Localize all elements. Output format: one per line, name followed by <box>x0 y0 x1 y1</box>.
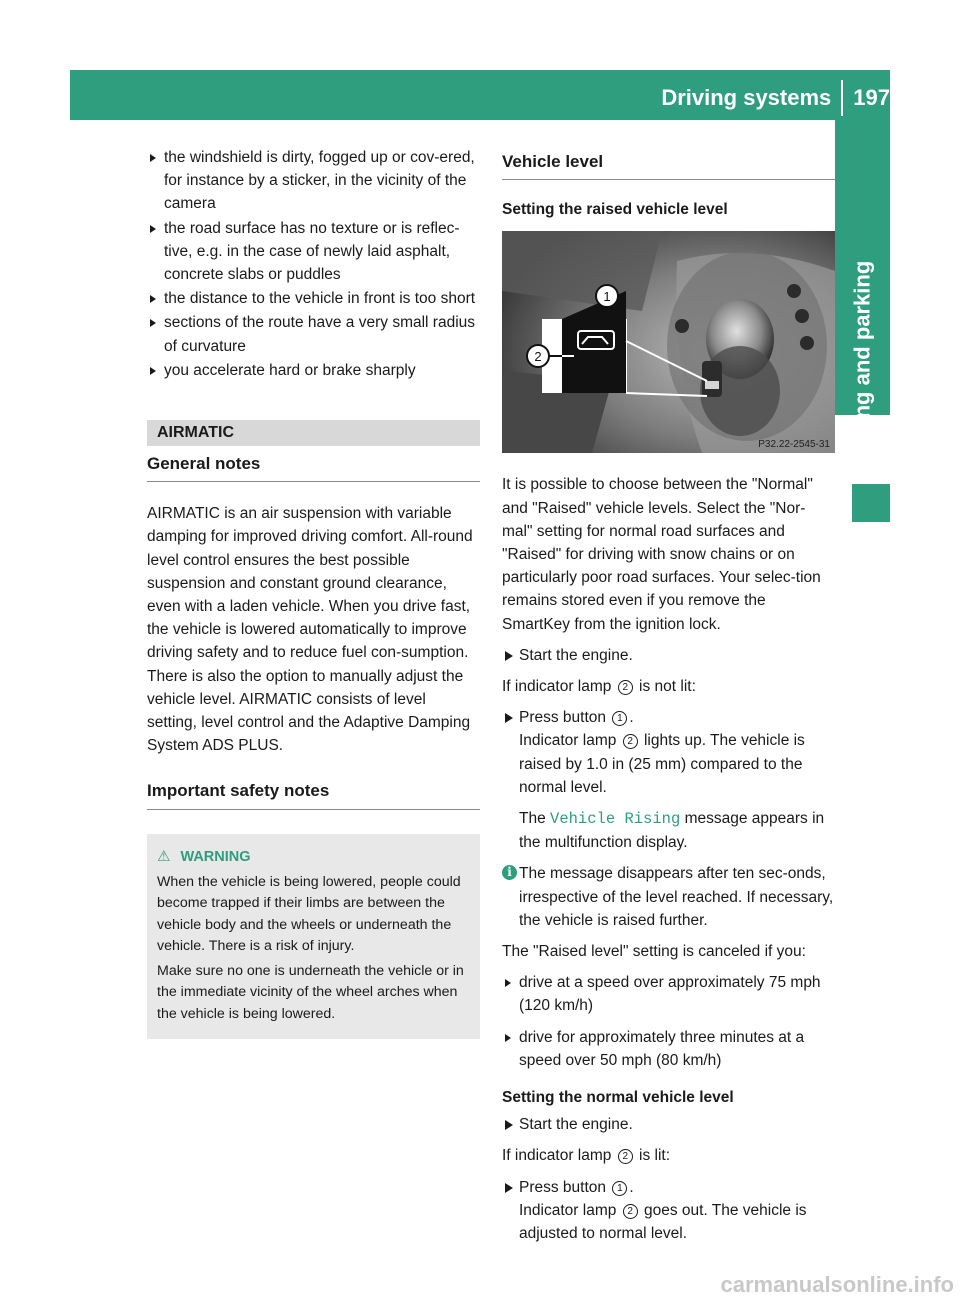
display-message: Vehicle Rising <box>550 810 681 829</box>
side-tab-label: Driving and parking <box>849 260 875 468</box>
callout-ref-2: 2 <box>618 680 633 695</box>
warning-title: WARNING <box>180 848 251 865</box>
watermark: carmanualsonline.info <box>720 1271 954 1297</box>
intro-text: It is possible to choose between the "Normal" and "Raised" vehicle levels. Select the "Nor-mal" setting for normal road surfaces and "Raised" for driving with snow chains or on particularly poor road surfaces. Your selec-tion remains stored even if you remove the SmartKey from the ignition lock. <box>502 476 821 633</box>
step-start-engine: Start the engine. <box>502 1113 835 1136</box>
condition-not-lit <box>502 675 835 698</box>
display-message-note <box>519 807 835 854</box>
result-text: Indicator lamp <box>519 1201 617 1219</box>
callout-ref-2: 2 <box>618 1149 633 1164</box>
warning-text: When the vehicle is being lowered, people could become trapped if their limbs are between the vehicle body and the wheels or underneath the vehicle. There is a risk of injury. <box>157 873 461 954</box>
callout-ref-1: 1 <box>612 1181 627 1196</box>
step-press-button: Press button 1 . Indicator lamp 2 lights up. The vehicle is raised by 1.0 in (25 mm) compared to the normal level. The Vehicle Rising message appears in the multifunction display. <box>502 706 835 854</box>
step-text: Press button <box>519 1178 607 1196</box>
list-item: the distance to the vehicle in front is too short <box>147 287 480 310</box>
callout-2-label: 2 <box>534 349 542 365</box>
callout-1-label: 1 <box>603 289 611 305</box>
safety-notes-heading: Important safety notes <box>147 779 480 809</box>
left-column <box>147 146 480 1039</box>
header-separator <box>841 80 843 116</box>
photo-code: P32.22-2545-31 <box>758 439 830 451</box>
section-title: Driving systems <box>661 85 832 110</box>
console-illustration <box>502 231 835 453</box>
callout-ref-1: 1 <box>612 711 627 726</box>
info-note <box>502 862 835 932</box>
condition-lit <box>502 1144 835 1167</box>
warning-triangle-icon: ⚠ <box>157 847 171 865</box>
list-item: the road surface has no texture or is reflec-tive, e.g. in the case of newly laid asphalt, concrete slabs or puddles <box>147 217 480 287</box>
vehicle-level-heading: Vehicle level <box>502 150 835 180</box>
list-item: drive at a speed over approximately 75 mph (120 km/h) <box>502 971 835 1017</box>
list-item: drive for approximately three minutes at a speed over 50 mph (80 km/h) <box>502 1026 835 1072</box>
callout-ref-2: 2 <box>623 1204 638 1219</box>
result-text: Indicator lamp <box>519 732 617 750</box>
condition-text: If indicator lamp <box>502 678 612 696</box>
list-item: you accelerate hard or brake sharply <box>147 359 480 382</box>
cancel-intro: The "Raised level" setting is canceled if you: <box>502 943 806 961</box>
message-text-end: message appears in the multifunction display. <box>519 810 825 852</box>
info-text: The message disappears after ten sec-onds, irrespective of the level reached. If necessary, the vehicle is raised further. <box>519 865 834 929</box>
callout-ref-2: 2 <box>623 734 638 749</box>
message-text: The <box>519 810 546 828</box>
condition-text: If indicator lamp <box>502 1147 612 1165</box>
step-text: Press button <box>519 709 607 727</box>
step-start-engine: Start the engine. <box>502 644 835 667</box>
info-icon: i <box>502 865 517 880</box>
list-item: the windshield is dirty, fogged up or cov-ered, for instance by a sticker, in the vicinity of the camera <box>147 146 480 216</box>
normal-level-heading: Setting the normal vehicle level <box>502 1089 734 1107</box>
header-title <box>661 83 890 113</box>
warning-box <box>147 834 480 1039</box>
step-press-button: Press button 1 . Indicator lamp 2 goes out. The vehicle is adjusted to normal level. <box>502 1176 835 1246</box>
warning-instruction: Make sure no one is underneath the vehicle or in the immediate vicinity of the wheel arches when the vehicle is being lowered. <box>157 963 464 1022</box>
list-item: sections of the route have a very small radius of curvature <box>147 311 480 357</box>
side-tab-marker <box>852 484 890 522</box>
general-notes-text: AIRMATIC is an air suspension with variable damping for improved driving comfort. All-round level control ensures the best possible suspension and constant ground clearance, even with a laden vehicle. When you drive fast, the vehicle is lowered automatically to improve driving safety and to reduce fuel con-sumption. There is also the option to manually adjust the vehicle level. AIRMATIC consists of level setting, level control and the Adaptive Damping System ADS PLUS. <box>147 505 473 755</box>
raised-level-heading: Setting the raised vehicle level <box>502 201 728 219</box>
center-console-photo <box>502 231 835 453</box>
condition-text-end: is lit: <box>639 1147 671 1165</box>
result-text-end: goes out. The vehicle is adjusted to normal level. <box>519 1201 807 1243</box>
general-notes-heading: General notes <box>147 452 480 482</box>
condition-text-end: is not lit: <box>639 678 696 696</box>
page-number: 197 <box>853 85 890 110</box>
right-column <box>502 146 835 1245</box>
result-text-end: lights up. The vehicle is raised by 1.0 in (25 mm) compared to the normal level. <box>519 732 805 796</box>
airmatic-heading: AIRMATIC <box>147 420 480 446</box>
